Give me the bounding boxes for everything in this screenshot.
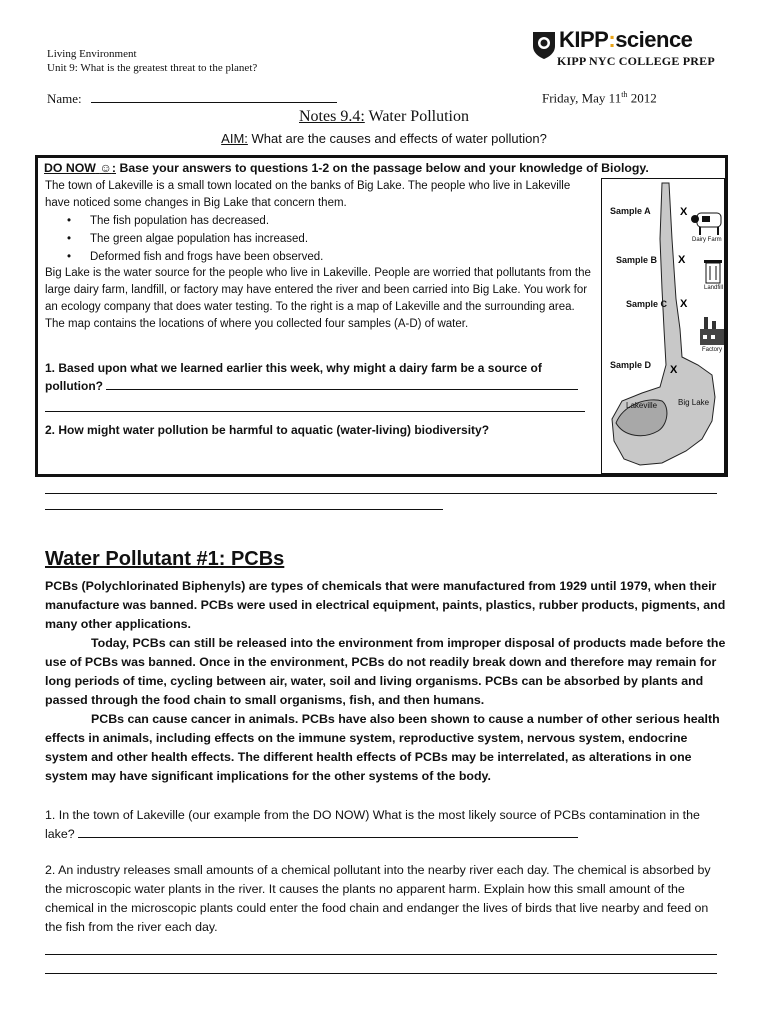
sample-a-label: Sample A — [610, 206, 651, 216]
name-blank[interactable] — [91, 90, 337, 103]
name-label: Name: — [47, 91, 82, 106]
answer-line[interactable] — [106, 379, 578, 390]
landfill-label: Landfill — [704, 285, 724, 291]
sample-b-marker: X — [678, 254, 686, 266]
water-sample-map — [601, 178, 725, 474]
date — [542, 90, 657, 106]
big-lake-label: Big Lake — [678, 398, 710, 407]
logo-subtitle: KIPP NYC COLLEGE PREP — [557, 54, 715, 68]
date-superscript: th — [621, 90, 628, 99]
factory-label: Factory — [702, 347, 723, 353]
trash-can-icon — [704, 260, 722, 283]
notes-number: Notes 9.4: — [299, 108, 365, 125]
pcb-question-2: 2. An industry releases small amounts of a chemical pollutant into the nearby river each day. The chemical is absorbed by the microscopic water plants in the river. It causes the plants no apparent harm. Explain how this small amount of the chemical in the microscopic plants could enter the food chain and endanger the lives of birds that live nearby and feed on the fish from the river each day. — [45, 863, 711, 934]
answer-line[interactable] — [45, 954, 717, 955]
answer-line[interactable] — [45, 411, 585, 412]
notes-topic: Water Pollution — [368, 108, 469, 125]
name-row — [47, 90, 337, 107]
pcb-paragraph-1: PCBs (Polychlorinated Biphenyls) are types of chemicals that were manufactured from 1929 until 1979, when their manufacture was banned. PCBs were used in electrical equipment, paints, plastics, rubber products, pigments, and many other applications. — [45, 579, 726, 631]
answer-line[interactable] — [45, 493, 717, 494]
do-now-question-1: 1. Based upon what we learned earlier this week, why might a dairy farm be a source of pollution? — [45, 359, 590, 395]
do-now-paragraph: Big Lake is the water source for the people who live in Lakeville. People are worried that pollutants from the large dairy farm, landfill, or factory may have entered the river and been carried into Big Lake. You work for an ecology company that does water testing. To the right is a map of Lakeville and the surrounding area. The map contains the locations of where you collected four samples (A-D) of water. — [45, 267, 591, 330]
aim-text: What are the causes and effects of water pollution? — [251, 131, 547, 146]
cow-icon — [691, 213, 721, 235]
logo-brand: KIPP:science — [559, 27, 693, 52]
list-item: • The green algae population has increased. — [45, 230, 585, 248]
sample-c-label: Sample C — [626, 299, 668, 309]
do-now-observations — [45, 212, 585, 266]
pcb-paragraph-2: Today, PCBs can still be released into the environment from improper disposal of products made before the use of PCBs was banned. Once in the environment, PCBs do not readily break down and therefore may remain for long periods of time, cycling between air, water, soil and living organisms. PCBs can be absorbed by plants and passed through the food chain to small organisms, fish, and then humans. — [45, 636, 726, 707]
aim-label: AIM: — [221, 131, 248, 146]
unit-title: Unit 9: What is the greatest threat to the planet? — [47, 62, 258, 74]
do-now-question-2: 2. How might water pollution be harmful to aquatic (water-living) biodiversity? — [45, 423, 490, 437]
do-now-header — [44, 161, 724, 176]
lakeville-label: Lakeville — [626, 401, 658, 410]
kipp-logo — [529, 27, 729, 73]
do-now-label: DO NOW ☺: — [44, 161, 117, 175]
section-title: Water Pollutant #1: PCBs — [45, 548, 285, 570]
sample-c-marker: X — [680, 298, 688, 310]
do-now-instruction: Base your answers to questions 1-2 on the passage below and your knowledge of Biology. — [119, 161, 649, 175]
map-drawing — [602, 179, 724, 473]
list-item: • Deformed fish and frogs have been observed. — [45, 248, 585, 266]
pcb-paragraph-3: PCBs can cause cancer in animals. PCBs have also been shown to cause a number of other serious health effects in animals, including effects on the immune system, reproductive system, nervous system, endocrine system and other health effects. The different health effects of PCBs may be interrelated, as alterations in one system may have significant implications for the other systems of the body. — [45, 712, 720, 783]
pcb-question-1: 1. In the town of Lakeville (our example from the DO NOW) What is the most likely source of PCBs contamination in the lake? — [45, 808, 700, 841]
course-title: Living Environment — [47, 48, 137, 60]
list-item: • The fish population has decreased. — [45, 212, 585, 230]
date-year: 2012 — [627, 90, 657, 106]
sample-d-marker: X — [670, 364, 678, 376]
shield-icon — [531, 30, 557, 60]
answer-line[interactable] — [45, 509, 443, 510]
sample-b-label: Sample B — [616, 255, 658, 265]
do-now-intro: The town of Lakeville is a small town located on the banks of Big Lake. The people who live in Lakeville have noticed some changes in Big Lake that concern them. — [45, 180, 571, 209]
notes-title — [0, 108, 768, 126]
answer-line[interactable] — [45, 973, 717, 974]
answer-line[interactable] — [78, 827, 578, 838]
date-text: Friday, May 11 — [542, 90, 622, 106]
dairy-farm-label: Dairy Farm — [692, 237, 722, 243]
sample-a-marker: X — [680, 206, 688, 218]
sample-d-label: Sample D — [610, 360, 652, 370]
aim — [0, 131, 768, 146]
factory-icon — [700, 317, 724, 345]
